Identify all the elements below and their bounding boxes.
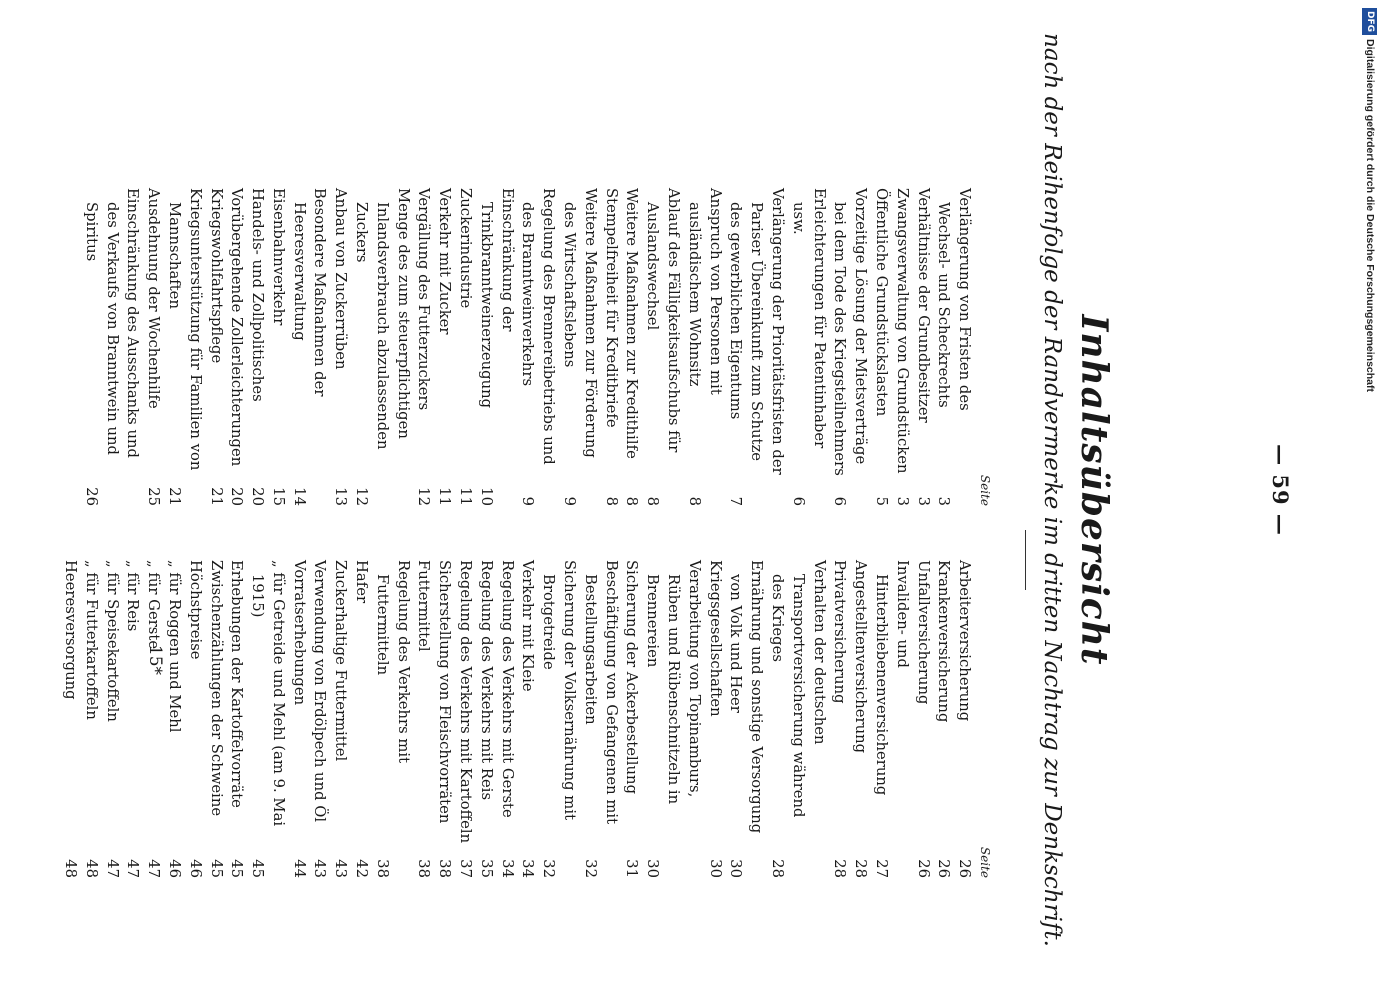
toc-entry: [433, 560, 454, 878]
page-subtitle: nach der Reihenfolge der Randvermerke im dritten Nachtrag zur Denkschrift.: [1039, 33, 1065, 947]
toc-entry-title: Erleichterungen für Patentinhaber usw.: [789, 188, 828, 449]
toc-entry-title: Höchstpreise: [186, 560, 204, 660]
toc-entry-page: 28: [831, 859, 849, 878]
toc-entry: [454, 560, 475, 878]
toc-entry-page: 30: [727, 859, 745, 878]
toc-entry: [205, 560, 226, 878]
signature-mark: 15*: [145, 644, 165, 676]
toc-entry-title: Verkehr mit Zucker: [436, 188, 454, 335]
toc-entry-title: Angestelltenversicherung: [852, 560, 870, 754]
toc-entry-title: Handels- und Zollpolitisches: [249, 188, 267, 402]
toc-entry: [184, 560, 205, 878]
toc-entry-page: 32: [581, 859, 599, 878]
toc-entry: [496, 560, 517, 878]
toc-entry-page: 13: [332, 487, 350, 506]
toc-entry: [80, 560, 101, 878]
toc-entry: [537, 560, 579, 878]
toc-entry-page: 44: [290, 859, 308, 878]
toc-entry-page: 28: [852, 859, 870, 878]
toc-entry-page: 43: [332, 859, 350, 878]
toc-entry: [829, 188, 871, 506]
toc-entry-page: 21: [207, 487, 225, 506]
toc-entry: [641, 188, 683, 506]
toc-entry-title: Ablauf des Fälligkeitsaufschubs für Auslandswechsel: [644, 188, 683, 453]
toc-entry-page: 47: [145, 859, 163, 878]
toc-entry-title: Sicherung der Volksernährung mit Brotgetreide: [540, 560, 579, 821]
toc-entry-page: 30: [706, 859, 724, 878]
toc-entry-title: Hafer: [353, 560, 371, 604]
column-header-seite: Seite: [978, 846, 992, 878]
toc-entry: [142, 188, 163, 506]
toc-entry-page: 35: [477, 859, 495, 878]
toc-entry-title: Menge des zum steuerpflichtigen Inlandsverbrauch abzulassenden Zuckers: [353, 188, 412, 450]
toc-entry-title: Stempelfreiheit für Kreditbriefe: [602, 188, 620, 428]
toc-entry-title: Besondere Maßnahmen der Heeresverwaltung: [290, 188, 329, 397]
toc-entry: [288, 188, 330, 506]
toc-entry-title: „ für Roggen und Mehl: [165, 560, 183, 733]
toc-entry-page: 12: [353, 487, 371, 506]
toc-entry-page: 3: [893, 496, 911, 506]
toc-entry-title: Ernährung und sonstige Versorgung von Volk und Heer: [727, 560, 766, 834]
toc-entry-page: 26: [82, 487, 100, 506]
digitization-credit: Digitalisierung gefördert durch die Deutsche Forschungsgemeinschaft: [1364, 39, 1376, 392]
toc-entry-page: 3: [914, 496, 932, 506]
toc-entry-title: Regelung des Verkehrs mit Reis: [477, 560, 495, 801]
toc-entry: [163, 560, 184, 878]
toc-entry-title: „ für Reis: [124, 560, 142, 632]
toc-entry: [433, 188, 454, 506]
toc-entry-page: 15: [269, 487, 287, 506]
toc-entry: [163, 188, 205, 506]
toc-entry-page: 34: [519, 859, 537, 878]
toc-entry-title: Krankenversicherung: [935, 560, 953, 723]
toc-entry-page: 20: [249, 487, 267, 506]
toc-entry: [371, 560, 413, 878]
toc-entry: [475, 188, 517, 506]
toc-entry: [413, 188, 434, 506]
toc-entry-title: Eisenbahnverkehr: [269, 188, 287, 326]
toc-entry: [787, 188, 829, 506]
toc-entry: [80, 188, 142, 506]
toc-entry: [912, 560, 933, 878]
toc-entry: [725, 560, 767, 878]
toc-entry: [704, 560, 725, 878]
toc-entry-title: Kriegsunterstützung für Familien von Mannschaften: [165, 188, 204, 471]
toc-entry: [849, 560, 870, 878]
toc-entry: [621, 560, 642, 878]
toc-entry-title: Weitere Maßnahmen zur Förderung des Wirtschaftslebens: [561, 188, 599, 458]
toc-entry-title: Vorübergehende Zollerleichterungen: [228, 188, 246, 467]
toc-entry-title: Verarbeitung von Topinamburs, Rüben und Rübenschnitzeln in Brennereien: [644, 560, 703, 805]
toc-entry-title: Zuckerhaltige Futtermittel: [332, 560, 350, 762]
toc-entry-page: 26: [956, 859, 974, 878]
toc-entry-page: 8: [685, 496, 703, 506]
toc-entry-title: Verlängerung von Fristen des Wechsel- und Scheckrechts: [935, 188, 974, 411]
toc-entry-title: Sicherstellung von Fleischvorräten: [436, 560, 454, 824]
column-header-seite: Seite: [978, 474, 992, 506]
toc-entry-page: 48: [61, 859, 79, 878]
toc-entry-page: 37: [457, 859, 475, 878]
toc-entry-title: Zuckerindustrie: [457, 188, 475, 309]
toc-entry-page: 34: [498, 859, 516, 878]
toc-entry-page: 9: [561, 496, 579, 506]
toc-entry-page: 6: [831, 496, 849, 506]
toc-entry: [350, 188, 412, 506]
toc-entry: [226, 560, 247, 878]
toc-entry: [330, 188, 351, 506]
toc-entry-title: Invaliden- und Hinterbliebenenversicherung: [873, 560, 911, 796]
toc-entry-title: Sicherung der Ackerbestellung: [623, 560, 641, 795]
toc-entry-title: Einschränkung der Trinkbranntweinerzeugung: [477, 188, 516, 409]
toc-entry-title: Futtermittel: [415, 560, 433, 652]
toc-entry: [953, 560, 974, 878]
toc-entry-page: 43: [311, 859, 329, 878]
toc-entry: [454, 188, 475, 506]
toc-entry-title: Regelung des Verkehrs mit Gerste: [498, 560, 516, 818]
toc-entry: [870, 188, 891, 506]
toc-entry-page: 31: [623, 859, 641, 878]
toc-entry-title: Anbau von Zuckerrüben: [332, 188, 350, 370]
toc-entry: [683, 188, 725, 506]
toc-entry: [246, 188, 267, 506]
toc-entry-title: Privatversicherung: [831, 560, 849, 704]
toc-entry-page: 11: [457, 487, 475, 506]
toc-entry: [641, 560, 703, 878]
toc-entry-page: 8: [623, 496, 641, 506]
toc-entry-page: 27: [873, 859, 891, 878]
toc-entry: [579, 560, 621, 878]
toc-entry-title: Vergällung des Futterzuckers: [415, 188, 433, 411]
toc-entry-title: Einschränkung des Ausschanks und des Verkaufs von Branntwein und Spiritus: [82, 188, 142, 458]
toc-entry-page: 38: [373, 859, 391, 878]
toc-entry-page: 45: [228, 859, 246, 878]
toc-entry-page: 5: [873, 496, 891, 506]
toc-entry-title: Vorzeitige Lösung der Mietsverträge bei dem Tode des Kriegsteilnehmers: [831, 188, 870, 476]
toc-entry-title: Regelung des Brennereibetriebs und des Branntweinverkehrs: [519, 188, 558, 465]
toc-entry-page: 8: [644, 496, 662, 506]
toc-entry-page: 7: [727, 496, 745, 506]
toc-entry-title: Verlängerung der Prioritätsfristen der Pariser Übereinkunft zum Schutze des gewerblichen Eigentums: [727, 188, 787, 475]
toc-entry-title: Kriegsgesellschaften: [706, 560, 724, 717]
dfg-logo-icon: DFG: [1363, 8, 1378, 35]
toc-entry-title: „ für Getreide und Mehl (am 9. Mai 1915): [249, 560, 287, 827]
toc-entry-page: 28: [769, 859, 787, 878]
toc-entry-title: Zwangsverwaltung von Grundstücken: [893, 188, 911, 474]
page-title: Inhaltsübersicht: [1073, 314, 1115, 666]
toc-entry: [621, 188, 642, 506]
digitization-notice: [1362, 8, 1378, 393]
toc-entry: [933, 560, 954, 878]
toc-entry-title: Verhältnisse der Grundbesitzer: [914, 188, 932, 423]
toc-entry-page: 12: [415, 487, 433, 506]
toc-entry-page: 45: [207, 859, 225, 878]
title-divider: [1025, 530, 1026, 590]
toc-entry-page: 8: [602, 496, 620, 506]
toc-entry-title: „ für Gerste: [145, 560, 163, 650]
toc-entry: [829, 560, 850, 878]
toc-entry-page: 25: [145, 487, 163, 506]
toc-entry-title: Ausdehnung der Wochenhilfe: [145, 188, 163, 409]
toc-entry-title: Regelung des Verkehrs mit Futtermitteln: [373, 560, 412, 764]
toc-entry: [246, 560, 288, 878]
toc-entry-page: 46: [186, 859, 204, 878]
toc-entry-page: 42: [353, 859, 371, 878]
toc-entry: [59, 560, 80, 878]
toc-entry-page: 6: [789, 496, 807, 506]
toc-entry-page: 47: [103, 859, 121, 878]
toc-entry-page: 47: [124, 859, 142, 878]
toc-entry: [122, 560, 143, 878]
toc-entry: [933, 188, 975, 506]
toc-entry-page: 30: [644, 859, 662, 878]
toc-entry-title: Heeresversorgung: [61, 560, 79, 700]
toc-entry-page: 20: [228, 487, 246, 506]
toc-entry: [350, 560, 371, 878]
toc-entry: [870, 560, 912, 878]
toc-entry: [517, 188, 559, 506]
toc-entry-title: Vorratserhebungen: [290, 560, 308, 706]
toc-entry-page: 3: [935, 496, 953, 506]
toc-entry-title: Verhalten der deutschen Transportversicherung während des Krieges: [769, 560, 828, 818]
toc-entry: [912, 188, 933, 506]
toc-entry: [475, 560, 496, 878]
toc-column-left: [80, 188, 995, 506]
toc-entry: [288, 560, 309, 878]
toc-entry: [101, 560, 122, 878]
toc-entry-page: 45: [249, 859, 267, 878]
toc-entry-title: „ für Futterkartoffeln: [82, 560, 100, 720]
toc-entry-page: 10: [477, 487, 495, 506]
toc-entry-title: Regelung des Verkehrs mit Kartoffeln: [457, 560, 475, 844]
toc-entry-page: 11: [436, 487, 454, 506]
toc-entry: [517, 560, 538, 878]
toc-entry-title: Kriegswohlfahrtspflege: [207, 188, 225, 364]
toc-entry: [226, 188, 247, 506]
toc-entry-title: Unfallversicherung: [914, 560, 932, 705]
toc-entry: [330, 560, 351, 878]
toc-entry: [267, 188, 288, 506]
toc-entry-page: 9: [519, 496, 537, 506]
toc-entry-title: Verwendung von Erdölpech und Öl: [311, 560, 329, 823]
toc-entry-title: Erhebungen der Kartoffelvorräte: [228, 560, 246, 808]
toc-entry-page: 26: [914, 859, 932, 878]
toc-entry-title: Beschäftigung von Gefangenen mit Bestellungsarbeiten: [581, 560, 620, 825]
toc-entry-title: Zwischenzählungen der Schweine: [207, 560, 225, 817]
toc-entry-page: 46: [165, 859, 183, 878]
toc-entry-title: Anspruch von Personen mit ausländischem Wohnsitz: [685, 188, 724, 395]
toc-entry-title: Weitere Maßnahmen zur Kredithilfe: [623, 188, 641, 459]
toc-entry: [891, 188, 912, 506]
toc-entry: [558, 188, 600, 506]
toc-entry-title: Öffentliche Grundstückslasten: [873, 188, 891, 417]
page-number: — 59 —: [1268, 444, 1293, 536]
toc-entry: [766, 560, 828, 878]
toc-entry: [309, 560, 330, 878]
toc-entry: [600, 188, 621, 506]
toc-entry-page: 38: [415, 859, 433, 878]
toc-entry-title: Verkehr mit Kleie: [519, 560, 537, 692]
toc-entry-page: 38: [436, 859, 454, 878]
toc-entry-page: 21: [165, 487, 183, 506]
toc-entry: [205, 188, 226, 506]
toc-entry: [725, 188, 787, 506]
toc-entry-page: 26: [935, 859, 953, 878]
toc-entry-page: 32: [540, 859, 558, 878]
toc-entry: [413, 560, 434, 878]
toc-entry-page: 14: [290, 487, 308, 506]
toc-entry-page: 48: [82, 859, 100, 878]
toc-column-right: [59, 560, 995, 878]
toc-entry-title: Arbeiterversicherung: [956, 560, 974, 722]
toc-entry-title: „ für Speisekartoffeln: [103, 560, 121, 722]
